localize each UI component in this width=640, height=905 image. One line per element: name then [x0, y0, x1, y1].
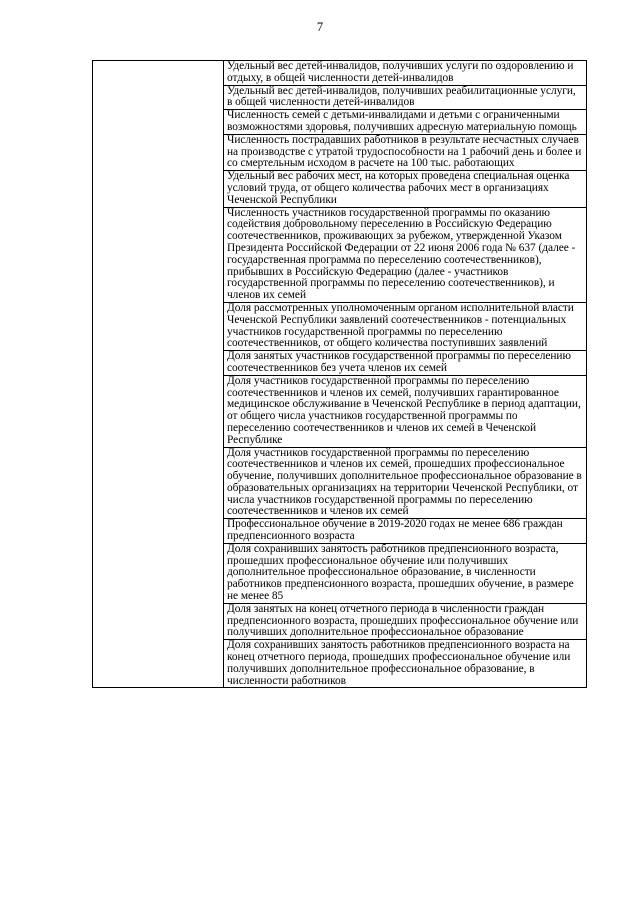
indicator-cell: Численность пострадавших работников в результате несчастных случаев на производстве с утратой трудоспособности на 1 рабочий день и более и со смертельным исходом в расчете на 100 тыс. работающих: [224, 134, 587, 170]
indicator-cell: Удельный вес детей-инвалидов, получивших услуги по оздоровлению и отдыху, в общей численности детей-инвалидов: [224, 61, 587, 86]
indicator-cell: Профессиональное обучение в 2019-2020 годах не менее 686 граждан предпенсионного возраста: [224, 519, 587, 544]
indicator-cell: Доля сохранивших занятость работников предпенсионного возраста, прошедших профессиональное обучение или получивших дополнительное профессиональное образование, в численности работников предпенсионного возраста, прошедших обучение, в размере не менее 85: [224, 543, 587, 603]
indicator-cell: Удельный вес рабочих мест, на которых проведена специальная оценка условий труда, от общего количества рабочих мест в организациях Чеченской Республики: [224, 171, 587, 207]
indicator-cell: Удельный вес детей-инвалидов, получивших реабилитационные услуги, в общей численности детей-инвалидов: [224, 85, 587, 110]
indicator-cell: Доля занятых участников государственной программы по переселению соотечественников без учета членов их семей: [224, 351, 587, 376]
indicator-cell: Численность участников государственной программы по оказанию содействия добровольному переселению в Российскую Федерацию соотечественников, проживающих за рубежом, утвержденной Указом Президента Российской Федерации от 22 июня 2006 года № 637 (далее - государственная программа по переселению соотечественников), прибывших в Российскую Федерацию (далее - участников государственной программы по переселению соотечественников), и членов их семей: [224, 207, 587, 302]
indicator-cell: Доля сохранивших занятость работников предпенсионного возраста на конец отчетного периода, прошедших профессиональное обучение или получивших дополнительное профессиональное образование, в численности работников: [224, 640, 587, 688]
indicator-cell: Доля участников государственной программы по переселению соотечественников и членов их семей, получивших гарантированное медицинское обслуживание в Чеченской Республике в период адаптации, от общего числа участников государственной программы по переселению соотечественников и членов их семей в Чеченской Республике: [224, 375, 587, 447]
table-row: [93, 61, 587, 86]
indicator-cell: Доля занятых на конец отчетного периода в численности граждан предпенсионного возраста, прошедших профессиональное обучение или получивших дополнительное профессиональное образование: [224, 603, 587, 639]
empty-left-column: [93, 61, 224, 688]
indicators-table: [92, 60, 587, 688]
indicator-cell: Доля участников государственной программы по переселению соотечественников и членов их семей, прошедших профессиональное обучение, получивших дополнительное профессиональное образование в образовательных организациях на территории Чеченской Республики, от числа участников государственной программы по переселению соотечественников и членов их семей: [224, 447, 587, 519]
indicator-cell: Доля рассмотренных уполномоченным органом исполнительной власти Чеченской Республики заявлений соотечественников - потенциальных участников государственной программы по переселению соотечественников, от общего количества поступивших заявлений: [224, 302, 587, 350]
indicator-cell: Численность семей с детьми-инвалидами и детьми с ограниченными возможностями здоровья, получивших адресную материальную помощь: [224, 110, 587, 135]
page-number: 7: [316, 20, 324, 34]
